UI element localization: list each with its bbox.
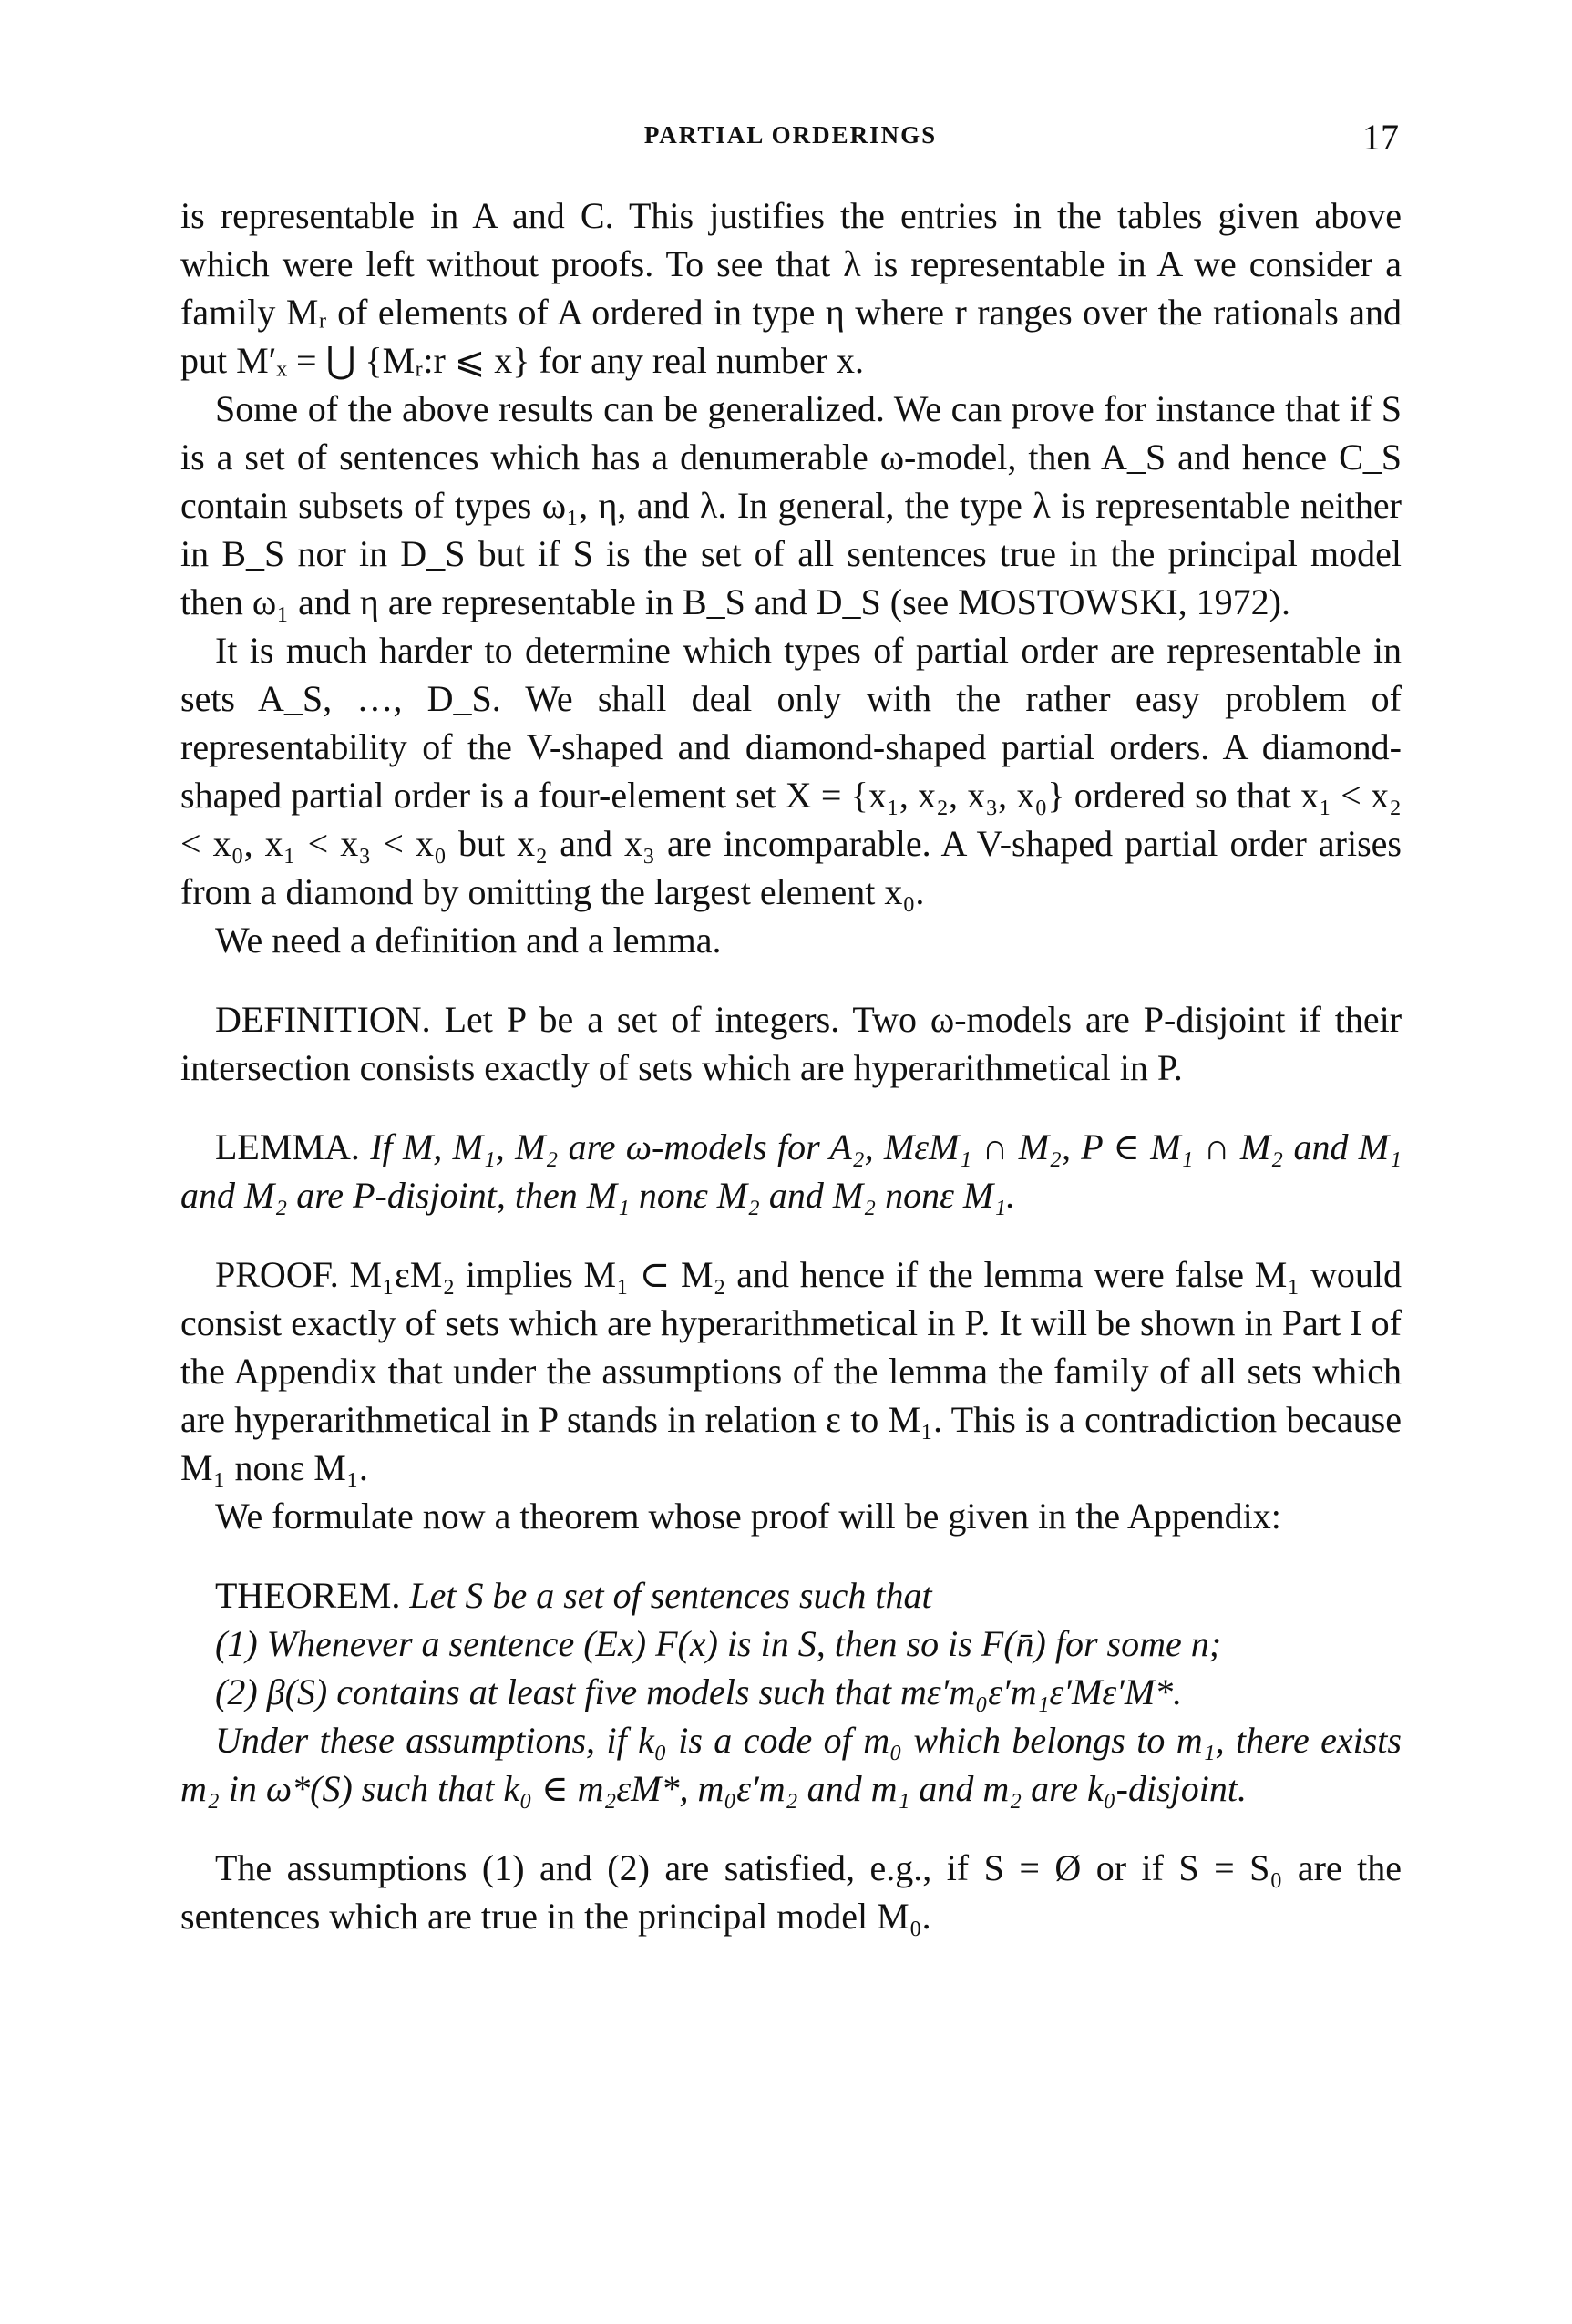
theorem-conclusion: Under these assumptions, if k₀ is a code of m₀ which belongs to m₁, there exists m₂ in ω*(S) such that k₀ ∈ m₂εM*, m₀ε′m₂ and m₁ and m₂ are k₀-disjoint.: [180, 1720, 1402, 1809]
closing-paragraph: The assumptions (1) and (2) are satisfied, e.g., if S = Ø or if S = S₀ are the sentences which are true in the principal model M₀.: [180, 1847, 1402, 1937]
definition-label: DEFINITION.: [215, 999, 431, 1040]
theorem-label: THEOREM.: [215, 1575, 401, 1616]
body-text: [180, 191, 1402, 1940]
lemma-text: If M, M₁, M₂ are ω-models for A₂, MεM₁ ∩ M₂, P ∈ M₁ ∩ M₂ and M₁ and M₂ are P-disjoint, then M₁ nonε M₂ and M₂ nonε M₁.: [180, 1126, 1402, 1216]
running-head: [182, 117, 1399, 167]
paragraph-need-definition: We need a definition and a lemma.: [215, 920, 722, 961]
paragraph-generalization: Some of the above results can be generalized. We can prove for instance that if S is a set of sentences which has a denumerable ω-model, then A_S and hence C_S contain subsets of types ω₁, η, and λ. In general, the type λ is representable neither in B_S nor in D_S but if S is the set of all sentences true in the principal model then ω₁ and η are representable in B_S and D_S (see MOSTOWSKI, 1972).: [180, 388, 1402, 622]
paragraph-representability: is representable in A and C. This justifies the entries in the tables given above which were left without proofs. To see that λ is representable in A we consider a family Mᵣ of elements of A ordered in type η where r ranges over the rationals and put M′ₓ = ⋃ {Mᵣ:r ⩽ x} for any real number x.: [180, 195, 1402, 381]
proof-followup: We formulate now a theorem whose proof will be given in the Appendix:: [215, 1496, 1281, 1537]
theorem-block: [180, 1571, 1402, 1620]
lemma-block: [180, 1123, 1402, 1219]
page-number: 17: [1362, 117, 1399, 158]
theorem-item-2: (2) β(S) contains at least five models such that mε′m₀ε′m₁ε′Mε′M*.: [215, 1671, 1183, 1712]
proof-text: M₁εM₂ implies M₁ ⊂ M₂ and hence if the lemma were false M₁ would consist exactly of sets which are hyperarithmetical in P. It will be shown in Part I of the Appendix that under the assumptions of the lemma the family of all sets which are hyperarithmetical in P stands in relation ε to M₁. This is a contradiction because M₁ nonε M₁.: [180, 1254, 1402, 1488]
theorem-item-1: (1) Whenever a sentence (Ex) F(x) is in S, then so is F(n̄) for some n;: [215, 1623, 1222, 1664]
running-title: PARTIAL ORDERINGS: [643, 121, 938, 149]
paragraph-partial-orders: It is much harder to determine which types of partial order are representable in sets A_S, …, D_S. We shall deal only with the rather easy problem of representability of the V-shaped and diamond-shaped partial orders. A diamond-shaped partial order is a four-element set X = {x₁, x₂, x₃, x₀} ordered so that x₁ < x₂ < x₀, x₁ < x₃ < x₀ but x₂ and x₃ are incomparable. A V-shaped partial order arises from a diamond by omitting the largest element x₀.: [180, 630, 1402, 912]
definition-block: [180, 995, 1402, 1092]
theorem-intro: Let S be a set of sentences such that: [409, 1575, 932, 1616]
proof-block: [180, 1250, 1402, 1492]
definition-text: Let P be a set of integers. Two ω-models are P-disjoint if their intersection consists exactly of sets which are hyperarithmetical in P.: [180, 999, 1402, 1088]
lemma-label: LEMMA.: [215, 1126, 360, 1167]
proof-label: PROOF.: [215, 1254, 339, 1295]
